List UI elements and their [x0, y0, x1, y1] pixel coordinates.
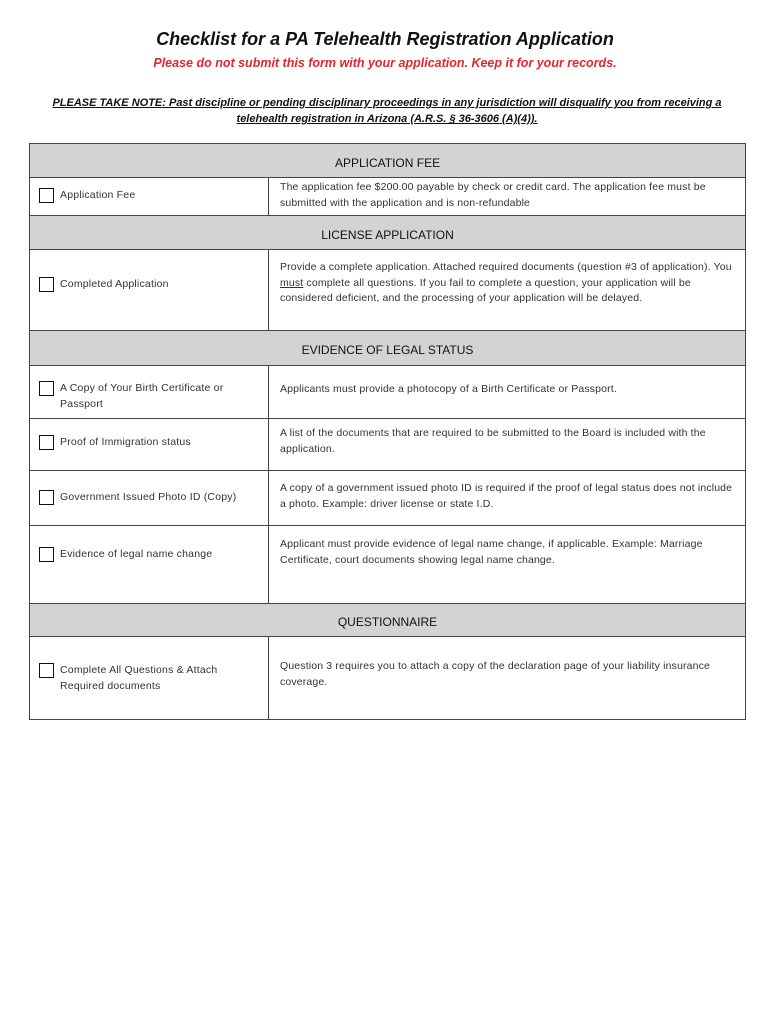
checklist-row-name-change	[30, 526, 746, 604]
checklist-row-photo-id	[30, 471, 746, 526]
item-label: Completed Application	[60, 278, 169, 290]
section-title: APPLICATION FEE	[334, 155, 441, 170]
checklist-item	[30, 250, 268, 292]
section-header-application-fee	[30, 144, 746, 178]
item-description	[269, 250, 745, 307]
checklist-item	[30, 526, 268, 562]
checkbox[interactable]	[39, 381, 54, 396]
checkbox[interactable]	[39, 547, 54, 562]
checklist-item	[30, 366, 268, 412]
emphasis-must: must	[280, 276, 304, 289]
section-title: EVIDENCE OF LEGAL STATUS	[301, 343, 474, 357]
checklist-row-completed-application	[30, 250, 746, 331]
description-text: Provide a complete application. Attached required documents (question #3 of application). You	[280, 261, 732, 273]
item-description: Applicant must provide evidence of legal name change, if applicable. Example: Marriage Certificate, court documents showing legal name change.	[280, 538, 703, 566]
item-label: Evidence of legal name change	[60, 548, 213, 560]
checklist-row-immigration-status	[30, 419, 746, 471]
checklist-table	[29, 143, 746, 720]
records-warning: Please do not submit this form with your application. Keep it for your records.	[153, 56, 617, 70]
description-text: complete all questions. If you fail to complete a question, your application will be considered deficient, and the processing of your application will be delayed.	[280, 276, 691, 304]
note-line-1: PLEASE TAKE NOTE: Past discipline or pending disciplinary proceedings in any jurisdiction will disqualify you from receiving a	[52, 97, 722, 109]
checkbox[interactable]	[39, 435, 54, 450]
checkbox[interactable]	[39, 188, 54, 203]
item-description: A list of the documents that are required to be submitted to the Board is included with the application.	[280, 427, 706, 455]
checklist-item	[30, 471, 268, 505]
checklist-row-questionnaire	[30, 637, 746, 720]
item-label: Complete All Questions & Attach Required documents	[60, 664, 218, 692]
checklist-item	[30, 178, 268, 203]
item-description: The application fee $200.00 payable by check or credit card. The application fee must be submitted with the application and is non-refundable	[280, 181, 706, 209]
item-label: Application Fee	[60, 189, 136, 201]
checklist-row-application-fee	[30, 178, 746, 216]
section-title: QUESTIONNAIRE	[337, 615, 438, 629]
page-title: Checklist for a PA Telehealth Registration Application	[156, 29, 614, 49]
item-label: A Copy of Your Birth Certificate or Passport	[60, 382, 224, 410]
item-label: Government Issued Photo ID (Copy)	[60, 491, 237, 503]
section-title: LICENSE APPLICATION	[321, 227, 454, 242]
checkbox[interactable]	[39, 277, 54, 292]
section-header-questionnaire	[30, 604, 746, 637]
section-header-legal-status	[30, 331, 746, 366]
item-description: Question 3 requires you to attach a copy of the declaration page of your liability insurance coverage.	[280, 660, 710, 688]
checklist-row-birth-certificate	[30, 366, 746, 419]
item-description: Applicants must provide a photocopy of a Birth Certificate or Passport.	[280, 383, 617, 395]
checklist-item	[30, 637, 268, 694]
checkbox[interactable]	[39, 663, 54, 678]
checklist-item	[30, 419, 268, 450]
item-description: A copy of a government issued photo ID is required if the proof of legal status does not include a photo. Example: driver license or state I.D.	[280, 482, 733, 510]
item-label: Proof of Immigration status	[60, 436, 191, 448]
section-header-license-application	[30, 216, 746, 250]
disqualification-note	[28, 95, 746, 127]
checkbox[interactable]	[39, 490, 54, 505]
note-line-2: telehealth registration in Arizona (A.R.S. § 36-3606 (A)(4)).	[236, 113, 538, 125]
